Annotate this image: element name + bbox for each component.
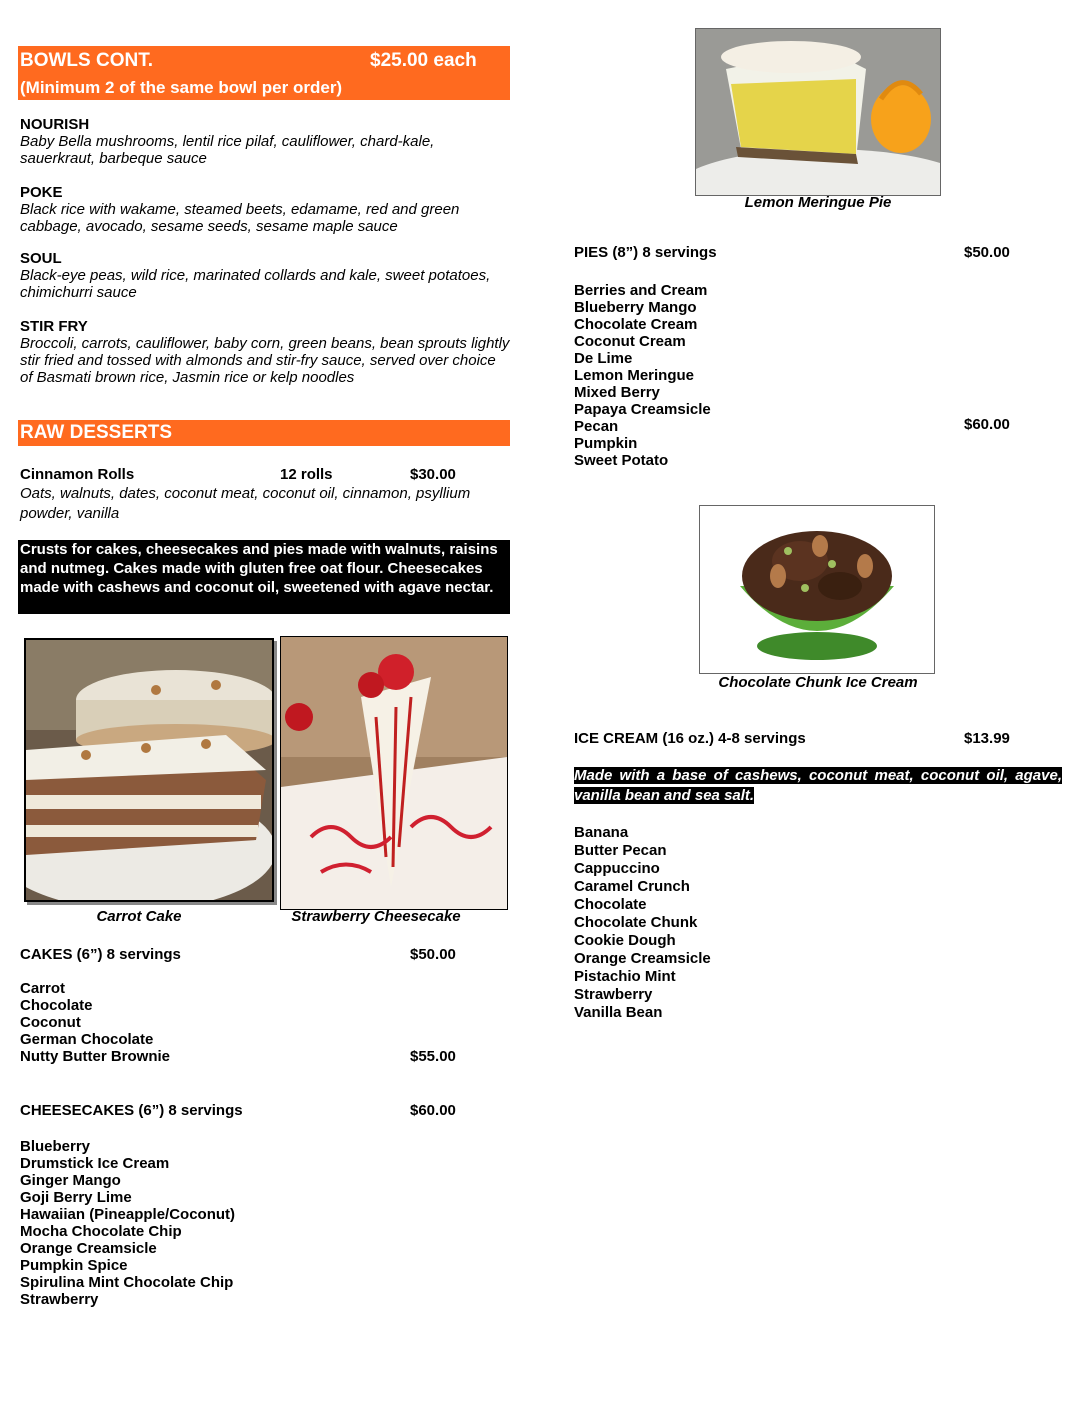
strawberry-cheesecake-image: [281, 637, 507, 909]
list-item: Chocolate: [574, 896, 647, 913]
cakes-price: $50.00: [410, 946, 456, 963]
cheesecakes-price: $60.00: [410, 1102, 456, 1119]
bowl-name: POKE: [20, 184, 63, 201]
bowls-header-note: (Minimum 2 of the same bowl per order): [20, 78, 343, 97]
carrot-cake-caption: Carrot Cake: [96, 908, 182, 925]
list-item: Chocolate Cream: [574, 316, 698, 333]
list-item: Mixed Berry: [574, 384, 660, 401]
cinnamon-rolls-desc: Oats, walnuts, dates, coconut meat, coconut oil, cinnamon, psyllium powder, vanilla: [20, 485, 471, 522]
list-item: Butter Pecan: [574, 842, 667, 859]
ice-cream-heading: ICE CREAM (16 oz.) 4-8 servings: [574, 730, 806, 747]
bowls-header-price: $25.00 each: [370, 50, 477, 71]
bowls-header: [18, 46, 510, 100]
list-item: Pumpkin: [574, 435, 638, 452]
ice-cream-list: [574, 824, 711, 1022]
raw-desserts-header: [18, 420, 510, 446]
bowl-name: SOUL: [20, 250, 62, 267]
bowl-item-poke: [20, 184, 510, 235]
list-item: Blueberry: [20, 1138, 91, 1155]
pecan-pie-price: $60.00: [964, 416, 1010, 433]
chocolate-chunk-ice-cream-caption: Chocolate Chunk Ice Cream: [718, 674, 918, 691]
carrot-cake-photo: [24, 638, 274, 902]
list-item: Berries and Cream: [574, 282, 708, 299]
list-item: Chocolate Chunk: [574, 914, 698, 931]
carrot-cake-image: [26, 640, 272, 900]
nutty-butter-brownie-price: $55.00: [410, 1048, 456, 1065]
list-item: Pistachio Mint: [574, 968, 676, 985]
raw-desserts-title: RAW DESSERTS: [20, 422, 173, 443]
list-item: Drumstick Ice Cream: [20, 1155, 170, 1172]
list-item: Vanilla Bean: [574, 1004, 663, 1021]
list-item: Pumpkin Spice: [20, 1257, 128, 1274]
ice-cream-note-text: Made with a base of cashews, coconut meat, coconut oil, agave, vanilla bean and sea salt.: [574, 767, 1062, 804]
bowl-item-soul: [20, 250, 510, 301]
lemon-meringue-pie-photo: [695, 28, 941, 196]
cinnamon-rolls-qty: 12 rolls: [280, 466, 333, 483]
list-item: Carrot: [20, 980, 66, 997]
bowl-desc: Broccoli, carrots, cauliflower, baby corn, green beans, bean sprouts lightly stir fried and tossed with almonds and stir-fry sauce, served over choice of Basmati brown rice, Jasmin rice or kelp noodles: [20, 335, 510, 386]
list-item: Coconut Cream: [574, 333, 686, 350]
ice-cream-note: [574, 766, 1062, 806]
pies-price: $50.00: [964, 244, 1010, 261]
cakes-heading: CAKES (6”) 8 servings: [20, 946, 181, 963]
pies-list: [574, 282, 711, 469]
list-item: Cookie Dough: [574, 932, 676, 949]
list-item: Spirulina Mint Chocolate Chip: [20, 1274, 234, 1291]
list-item: Nutty Butter Brownie: [20, 1048, 170, 1065]
list-item: Sweet Potato: [574, 452, 669, 469]
list-item: German Chocolate: [20, 1031, 154, 1048]
cakes-list: [20, 980, 170, 1065]
lemon-meringue-pie-caption: Lemon Meringue Pie: [744, 194, 892, 211]
bowl-name: NOURISH: [20, 116, 90, 133]
cheesecakes-list: [20, 1138, 235, 1308]
list-item: Mocha Chocolate Chip: [20, 1223, 182, 1240]
cinnamon-rolls-name: Cinnamon Rolls: [20, 466, 135, 483]
list-item: Goji Berry Lime: [20, 1189, 132, 1206]
list-item: Pecan: [574, 418, 619, 435]
bowl-desc: Baby Bella mushrooms, lentil rice pilaf, cauliflower, chard-kale, sauerkraut, barbeque sauce: [20, 133, 435, 167]
list-item: Blueberry Mango: [574, 299, 697, 316]
list-item: Strawberry: [574, 986, 653, 1003]
bowl-name: STIR FRY: [20, 318, 88, 335]
chocolate-chunk-ice-cream-image: [700, 506, 934, 673]
cheesecakes-heading: CHEESECAKES (6”) 8 servings: [20, 1102, 243, 1119]
list-item: Chocolate: [20, 997, 93, 1014]
ice-cream-price: $13.99: [964, 730, 1010, 747]
list-item: Banana: [574, 824, 629, 841]
list-item: Orange Creamsicle: [574, 950, 711, 967]
bowl-item-nourish: [20, 116, 510, 167]
list-item: Cappuccino: [574, 860, 660, 877]
pies-heading: PIES (8”) 8 servings: [574, 244, 717, 261]
bowls-header-title: BOWLS CONT.: [20, 50, 153, 71]
list-item: Strawberry: [20, 1291, 99, 1308]
bowl-item-stir-fry: [20, 318, 512, 386]
bowl-desc: Black-eye peas, wild rice, marinated collards and kale, sweet potatoes, chimichurri sauce: [20, 267, 491, 301]
list-item: Hawaiian (Pineapple/Coconut): [20, 1206, 236, 1223]
list-item: Orange Creamsicle: [20, 1240, 157, 1257]
list-item: De Lime: [574, 350, 633, 367]
cinnamon-rolls-price: $30.00: [410, 466, 456, 483]
crust-note: Crusts for cakes, cheesecakes and pies made with walnuts, raisins and nutmeg. Cakes made with gluten free oat flour. Cheesecakes made with cashews and coconut oil, sweetened with agave nectar.: [18, 540, 510, 614]
list-item: Caramel Crunch: [574, 878, 690, 895]
chocolate-chunk-ice-cream-photo: [699, 505, 935, 674]
lemon-meringue-pie-image: [696, 29, 940, 195]
list-item: Papaya Creamsicle: [574, 401, 711, 418]
strawberry-cheesecake-photo: [280, 636, 508, 910]
list-item: Ginger Mango: [20, 1172, 121, 1189]
strawberry-cheesecake-caption: Strawberry Cheesecake: [291, 908, 461, 925]
bowl-desc: Black rice with wakame, steamed beets, edamame, red and green cabbage, avocado, sesame seeds, sesame maple sauce: [20, 201, 460, 235]
list-item: Lemon Meringue: [574, 367, 695, 384]
list-item: Coconut: [20, 1014, 81, 1031]
